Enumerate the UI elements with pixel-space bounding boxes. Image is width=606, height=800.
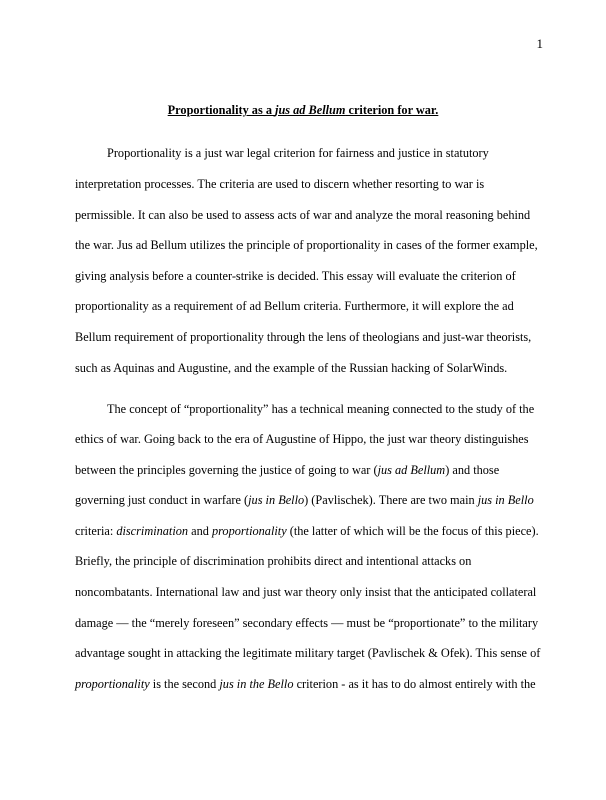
- paragraph-line: [75, 523, 539, 539]
- italic-term: discrimination: [116, 524, 189, 538]
- paragraph-line: [75, 676, 536, 692]
- paragraph-line: [75, 462, 499, 478]
- paragraph-line: permissible. It can also be used to assess acts of war and analyze the moral reasoning behind: [75, 208, 531, 222]
- text-run: (the latter of which will be the focus of this piece).: [286, 524, 539, 538]
- text-run: and: [188, 524, 212, 538]
- page-number: 1: [536, 36, 543, 51]
- paragraph-line: giving analysis before a counter-strike is decided. This essay will evaluate the criterion of: [75, 269, 516, 283]
- italic-term: jus in Bello: [477, 493, 534, 507]
- italic-term: jus in the Bello: [219, 677, 294, 691]
- paragraph-line: proportionality as a requirement of ad Bellum criteria. Furthermore, it will explore the ad: [75, 299, 514, 313]
- paragraph-line: advantage sought in attacking the legitimate military target (Pavlischek & Ofek). This sense of: [75, 646, 541, 660]
- paragraph-line: interpretation processes. The criteria are used to discern whether resorting to war is: [75, 177, 485, 191]
- text-run: ) and those: [445, 463, 500, 477]
- paragraph-line: Proportionality is a just war legal criterion for fairness and justice in statutory: [107, 146, 489, 160]
- essay-title: [0, 102, 606, 118]
- paragraph-line: [75, 492, 534, 508]
- essay-title-suffix: criterion for war.: [345, 103, 439, 117]
- paragraph-line: Briefly, the principle of discrimination prohibits direct and intentional attacks on: [75, 554, 472, 568]
- italic-term: jus in Bello: [248, 493, 305, 507]
- paragraph-line: Bellum requirement of proportionality through the lens of theologians and just-war theorists,: [75, 330, 532, 344]
- paragraph-line: ethics of war. Going back to the era of Augustine of Hippo, the just war theory distinguishes: [75, 432, 529, 446]
- italic-term: proportionality: [211, 524, 287, 538]
- text-run: is the second: [149, 677, 220, 691]
- text-run: criterion - as it has to do almost entirely with the: [293, 677, 536, 691]
- italic-term: proportionality: [75, 677, 150, 691]
- paragraph-line: the war. Jus ad Bellum utilizes the principle of proportionality in cases of the former example,: [75, 238, 538, 252]
- text-run: criteria:: [75, 524, 117, 538]
- paragraph-line: such as Aquinas and Augustine, and the example of the Russian hacking of SolarWinds.: [75, 361, 508, 375]
- text-run: ) (Pavlischek). There are two main: [304, 493, 478, 507]
- paragraph-line: The concept of “proportionality” has a technical meaning connected to the study of the: [107, 402, 535, 416]
- paragraph-line: noncombatants. International law and just war theory only insist that the anticipated collateral: [75, 585, 537, 599]
- essay-title-prefix: Proportionality as a: [167, 103, 276, 117]
- text-run: governing just conduct in warfare (: [75, 493, 249, 507]
- essay-title-italic: jus ad Bellum: [275, 103, 346, 117]
- text-run: between the principles governing the justice of going to war (: [75, 463, 378, 477]
- italic-term: jus ad Bellum: [377, 463, 446, 477]
- paragraph-line: damage — the “merely foreseen” secondary effects — must be “proportionate” to the military: [75, 616, 539, 630]
